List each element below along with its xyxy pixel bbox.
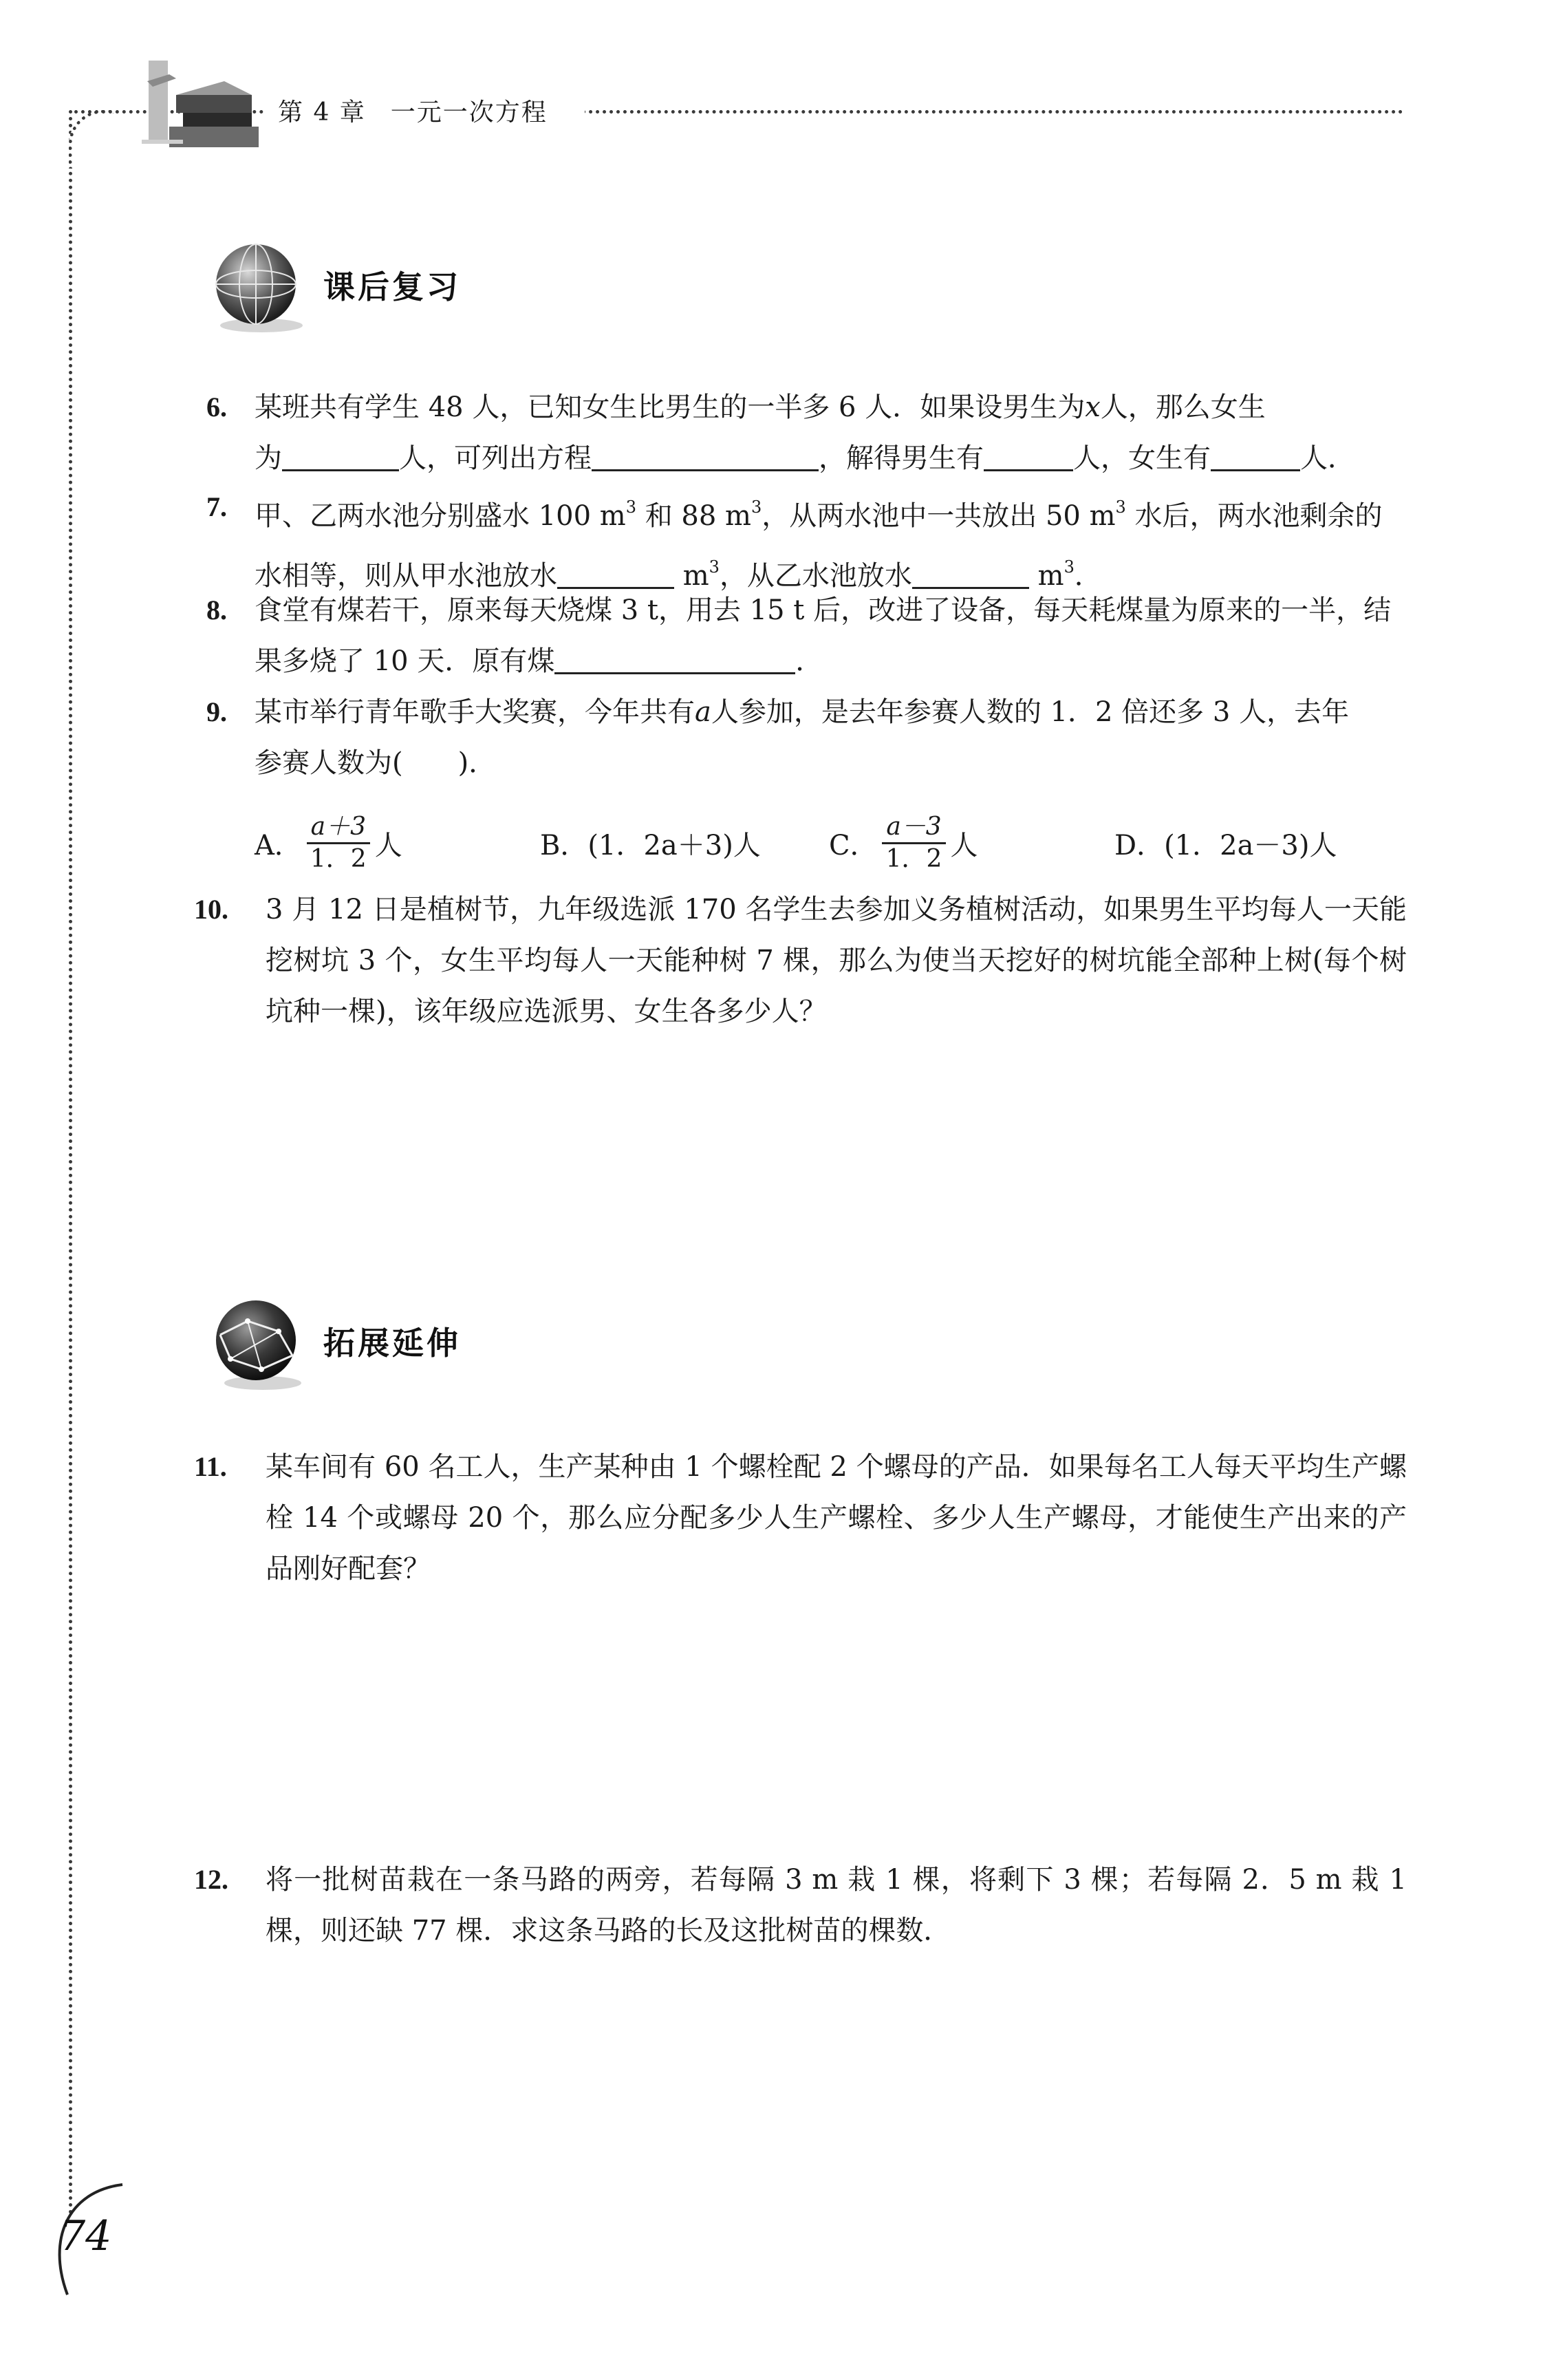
- question-body: 将一批树苗栽在一条马路的两旁，若每隔 3 m 栽 1 棵，将剩下 3 棵；若每隔 2．5 m 栽 1 棵，则还缺 77 棵．求这条马路的长及这批树苗的棵数．: [266, 1864, 1407, 1947]
- q6-text-d: 人，可列出方程: [399, 442, 592, 474]
- q6-text-f: 人，女生有: [1073, 442, 1211, 474]
- question-12: [194, 1854, 1407, 1956]
- q7-text-c: ，从两水池中一共放出 50 m: [762, 500, 1116, 532]
- question-body: [255, 585, 1407, 687]
- question-number: 9.: [206, 696, 227, 727]
- margin-rule-corner: [69, 110, 114, 169]
- section-review-title: 课后复习: [323, 268, 461, 305]
- question-number: 8.: [206, 594, 227, 625]
- q6-text-e: ，解得男生有: [819, 442, 984, 474]
- option-d[interactable]: [1114, 802, 1337, 884]
- q7-unit: m: [1037, 560, 1064, 592]
- q7-sup: 3: [751, 497, 762, 517]
- option-a-label: A．: [255, 829, 302, 861]
- question-9: [206, 687, 1407, 789]
- q8-blank[interactable]: [554, 642, 795, 674]
- q7-sup: 3: [625, 497, 636, 517]
- q6-blank-equation[interactable]: [592, 439, 819, 471]
- question-11: [194, 1441, 1407, 1594]
- q7-text-e: 水相等，则从甲水池放水: [255, 560, 557, 592]
- q6-blank-boys[interactable]: [984, 439, 1073, 471]
- q7-sup: 3: [1115, 497, 1126, 517]
- q9-options: [255, 802, 1424, 884]
- q7-sup: 3: [709, 557, 720, 577]
- question-body: [255, 687, 1407, 789]
- section-extension-header: [206, 1294, 619, 1397]
- question-body: [255, 382, 1407, 484]
- q7-text-b: 和 88 m: [645, 500, 751, 532]
- q6-text-b: 人，那么女生: [1100, 392, 1266, 423]
- question-number: 11.: [194, 1451, 227, 1482]
- option-c-label: C．: [829, 829, 878, 861]
- fraction-denominator: 1．2: [310, 844, 367, 873]
- q7-unit: m: [682, 560, 709, 592]
- option-c-fraction: [882, 812, 947, 875]
- chapter-label: 第 4 章: [278, 98, 366, 127]
- q7-text-a: 甲、乙两水池分别盛水 100 m: [255, 500, 626, 532]
- q6-text-c: 为: [255, 442, 282, 474]
- q7-blank-b[interactable]: [912, 557, 1029, 589]
- question-7: [206, 482, 1407, 601]
- question-body: 某车间有 60 名工人，生产某种由 1 个螺栓配 2 个螺母的产品．如果每名工人每天平均生产螺栓 14 个或螺母 20 个，那么应分配多少人生产螺栓、多少人生产螺母，才能使生产出来的产品刚好配套？: [266, 1451, 1407, 1585]
- q8-text-b: 果多烧了 10 天．原有煤: [255, 645, 555, 677]
- fraction-numerator: a－3: [882, 812, 945, 844]
- question-number: 6.: [206, 392, 227, 422]
- option-b[interactable]: [540, 802, 761, 884]
- q6-blank-girls[interactable]: [282, 439, 399, 471]
- question-8: [206, 585, 1407, 687]
- q6-blank-girls-count[interactable]: [1211, 439, 1300, 471]
- q7-blank-a[interactable]: [557, 557, 674, 589]
- option-b-text: B．(1．2a＋3)人: [540, 829, 761, 861]
- q8-text-c: ．: [795, 645, 823, 677]
- books-illustration-icon: [135, 54, 266, 157]
- option-a-fraction: [306, 812, 371, 875]
- section-extension-title: 拓展延伸: [323, 1325, 461, 1362]
- q7-text-d: 水后，两水池剩余的: [1134, 500, 1383, 532]
- question-number: 12.: [194, 1864, 228, 1895]
- option-a-unit: 人: [374, 829, 402, 861]
- q9-text-a: 某市举行青年歌手大奖赛，今年共有: [255, 696, 695, 728]
- question-number: 10.: [194, 894, 228, 925]
- section-review-header: [206, 237, 619, 341]
- option-c-unit: 人: [950, 829, 978, 861]
- fraction-numerator: a＋3: [307, 812, 370, 844]
- page-number: 74: [59, 2212, 112, 2260]
- q7-text-f: ，从乙水池放水: [719, 560, 912, 592]
- q8-text-a: 食堂有煤若干，原来每天烧煤 3 t，用去 15 t 后，改进了设备，每天耗煤量为原来的一半，结: [255, 594, 1392, 626]
- q6-text-a: 某班共有学生 48 人，已知女生比男生的一半多 6 人．如果设男生为: [255, 392, 1086, 423]
- question-number: 7.: [206, 491, 227, 522]
- option-a[interactable]: [255, 802, 402, 884]
- question-6: [206, 382, 1407, 484]
- question-10: [194, 884, 1407, 1037]
- q6-text-g: 人．: [1300, 442, 1355, 474]
- question-body: [255, 482, 1407, 601]
- globe-grid-icon: [206, 237, 306, 337]
- q7-sup: 3: [1064, 557, 1075, 577]
- globe-network-icon: [206, 1294, 306, 1393]
- q7-text-g: ．: [1074, 560, 1102, 592]
- q9-variable-a: a: [695, 696, 711, 728]
- q6-variable-x: x: [1085, 392, 1101, 423]
- q9-text-c: 参赛人数为( )．: [255, 747, 497, 779]
- running-header: [266, 92, 585, 133]
- option-c[interactable]: [829, 802, 978, 884]
- q9-text-b: 人参加，是去年参赛人数的 1．2 倍还多 3 人，去年: [711, 696, 1350, 728]
- fraction-denominator: 1．2: [885, 844, 942, 873]
- option-d-text: D．(1．2a－3)人: [1114, 829, 1337, 861]
- left-margin-rule: [69, 110, 72, 2216]
- question-body: 3 月 12 日是植树节，九年级选派 170 名学生去参加义务植树活动，如果男生平均每人一天能挖树坑 3 个，女生平均每人一天能种树 7 棵，那么为使当天挖好的树坑能全部种上树(每个树坑种一棵)，该年级应选派男、女生各多少人？: [266, 894, 1407, 1027]
- chapter-title: 一元一次方程: [390, 98, 548, 127]
